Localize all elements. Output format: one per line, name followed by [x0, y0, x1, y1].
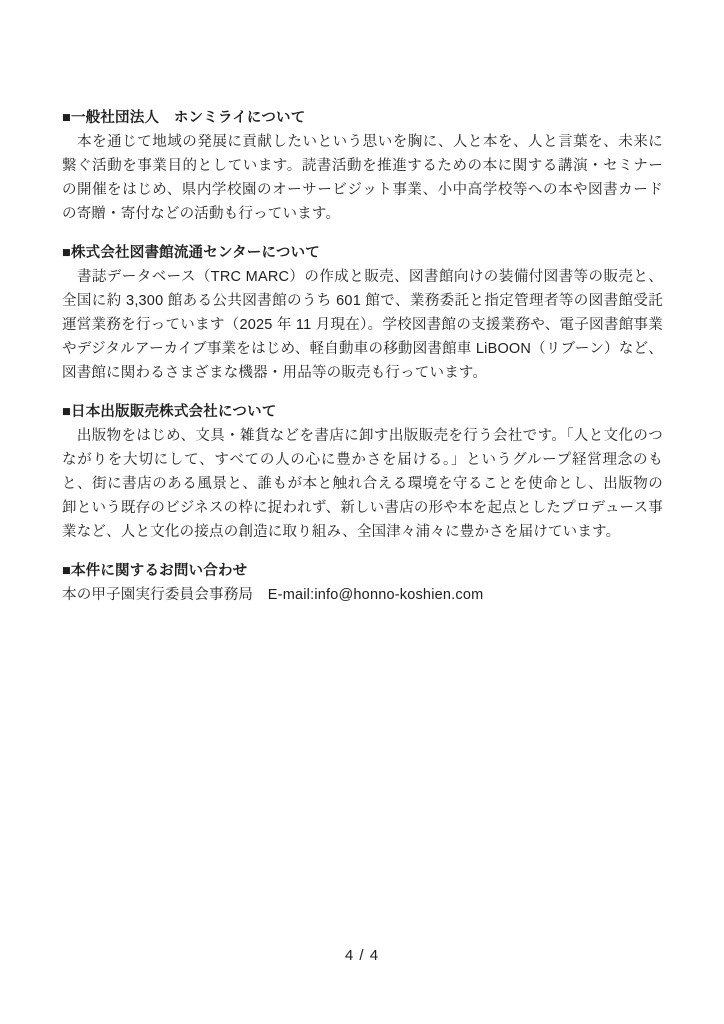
section-trc	[62, 241, 663, 385]
section-heading-nippan: ■日本出版販売株式会社について	[62, 404, 277, 420]
section-body-honmirai: 本を通じて地域の発展に貢献したいという思いを胸に、人と本を、人と言葉を、未来に繋ぐ活動を事業目的としています。読書活動を推進するための本に関する講演・セミナーの開催をはじめ、県内学校園のオーサービジット事業、小中高学校等への本や図書カードの寄贈・寄付などの活動も行っています。	[62, 134, 663, 222]
section-body-contact-email: 本の甲子園実行委員会事務局 E-mail:info@honno-koshien.com	[62, 587, 484, 603]
section-nippan	[62, 400, 663, 544]
section-honmirai	[62, 106, 663, 226]
section-body-nippan: 出版物をはじめ、文具・雑貨などを書店に卸す出版販売を行う会社です。「人と文化のつながりを大切にして、すべての人の心に豊かさを届ける。」というグループ経営理念のもと、街に書店のある風景と、誰もが本と触れ合える環境を守ることを使命とし、出版物の卸という既存のビジネスの枠に捉われず、新しい書店の形や本を起点としたプロデュース事業など、人と文化の接点の創造に取り組み、全国津々浦々に豊かさを届けています。	[62, 428, 663, 540]
section-heading-trc: ■株式会社図書館流通センターについて	[62, 245, 320, 261]
document-content	[62, 106, 663, 622]
section-contact	[62, 559, 663, 607]
page-number: 4 / 4	[344, 947, 380, 964]
section-heading-honmirai: ■一般社団法人 ホンミライについて	[62, 110, 306, 126]
section-body-trc: 書誌データベース（TRC MARC）の作成と販売、図書館向けの装備付図書等の販売と、全国に約 3,300 館ある公共図書館のうち 601 館で、業務委託と指定管理者等の図書館受託運営業務を行っています（2025 年 11 月現在）。学校図書館の支援業務や、電子図書館事業やデジタルアーカイブ事業をはじめ、軽自動車の移動図書館車 LiBOON（リブーン）など、図書館に関わるさまざまな機器・用品等の販売も行っています。	[62, 269, 663, 381]
section-heading-contact: ■本件に関するお問い合わせ	[62, 563, 248, 579]
